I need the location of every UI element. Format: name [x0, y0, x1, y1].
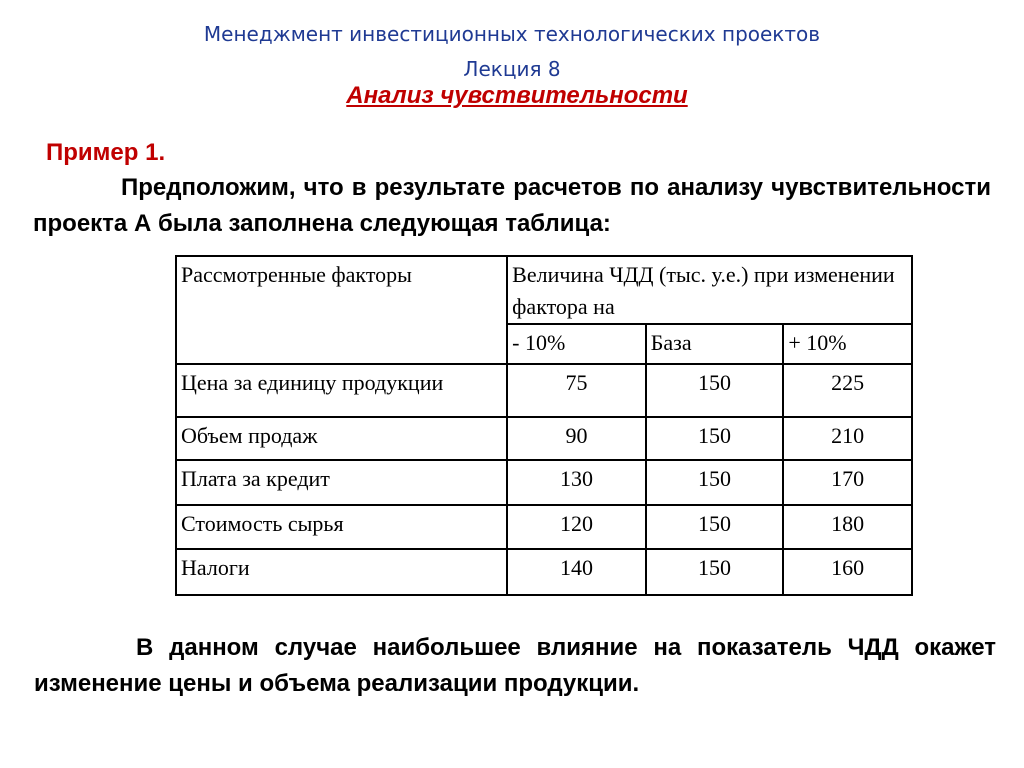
- intro-text: Предположим, что в результате расчетов по анализу чувствительности проекта А была заполнена следующая таблица:: [33, 174, 991, 237]
- value-cell: 90: [507, 417, 646, 460]
- section-title: Анализ чувствительности: [346, 82, 688, 109]
- table-row: [176, 505, 912, 549]
- value-cell: 150: [646, 460, 784, 505]
- factor-header-cell: [176, 256, 507, 364]
- intro-paragraph: [33, 170, 991, 242]
- subheader-plus: + 10%: [783, 324, 912, 364]
- value-cell: 150: [646, 417, 784, 460]
- value-cell: 160: [783, 549, 912, 595]
- lecture-number: Лекция 8: [463, 57, 561, 81]
- value-cell: 130: [507, 460, 646, 505]
- subheader-base: База: [646, 324, 784, 364]
- conclusion-text: В данном случае наибольшее влияние на показатель ЧДД окажет изменение цены и объема реализации продукции.: [34, 634, 996, 697]
- value-cell: 140: [507, 549, 646, 595]
- value-cell: 150: [646, 549, 784, 595]
- value-cell: 150: [646, 505, 784, 549]
- table-row: [176, 364, 912, 417]
- value-cell: 120: [507, 505, 646, 549]
- subheader-minus: - 10%: [507, 324, 646, 364]
- value-cell: 180: [783, 505, 912, 549]
- value-cell: 210: [783, 417, 912, 460]
- value-cell: 170: [783, 460, 912, 505]
- conclusion-paragraph: [34, 630, 996, 702]
- course-title: Менеджмент инвестиционных технологических проектов: [203, 22, 821, 46]
- value-cell: 150: [646, 364, 784, 417]
- factor-header: Рассмотренные факторы: [181, 262, 412, 287]
- value-cell: 75: [507, 364, 646, 417]
- value-cell: 225: [783, 364, 912, 417]
- factor-cell: Стоимость сырья: [176, 505, 507, 549]
- factor-cell: Цена за единицу продукции: [176, 364, 507, 417]
- example-label: Пример 1.: [46, 139, 166, 166]
- table-row: [176, 549, 912, 595]
- value-header: Величина ЧДД (тыс. у.е.) при изменении фактора на: [512, 262, 895, 319]
- value-header-cell: [507, 256, 912, 324]
- sensitivity-table: [175, 255, 913, 596]
- factor-cell: Объем продаж: [176, 417, 507, 460]
- factor-cell: Плата за кредит: [176, 460, 507, 505]
- factor-cell: Налоги: [176, 549, 507, 595]
- table-row: [176, 417, 912, 460]
- table-row: [176, 460, 912, 505]
